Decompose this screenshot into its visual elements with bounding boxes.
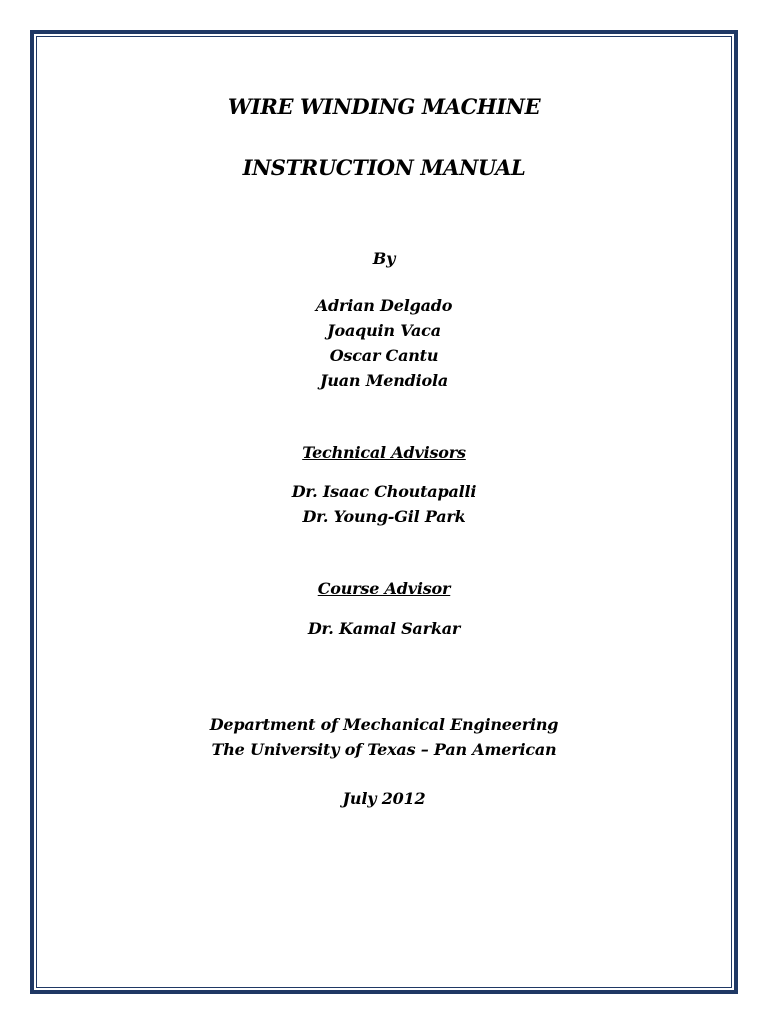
author-name: Oscar Cantu [329,346,439,365]
author-name: Juan Mendiola [319,371,449,390]
author-list [0,293,768,393]
title-line-2: INSTRUCTION MANUAL [242,155,526,180]
technical-advisors-list [0,479,768,529]
author-name: Joaquin Vaca [327,321,441,340]
university-name: The University of Texas – Pan American [211,740,557,759]
author-name: Adrian Delgado [315,296,453,315]
course-advisor-name: Dr. Kamal Sarkar [307,619,461,638]
by-label: By [372,249,396,268]
title-line-1: WIRE WINDING MACHINE [227,94,541,119]
technical-advisor-name: Dr. Isaac Choutapalli [291,482,477,501]
technical-advisors-heading: Technical Advisors [302,443,466,462]
publication-date: July 2012 [342,789,426,808]
course-advisor-heading: Course Advisor [317,579,451,598]
technical-advisor-name: Dr. Young-Gil Park [302,507,466,526]
department-name: Department of Mechanical Engineering [209,715,559,734]
